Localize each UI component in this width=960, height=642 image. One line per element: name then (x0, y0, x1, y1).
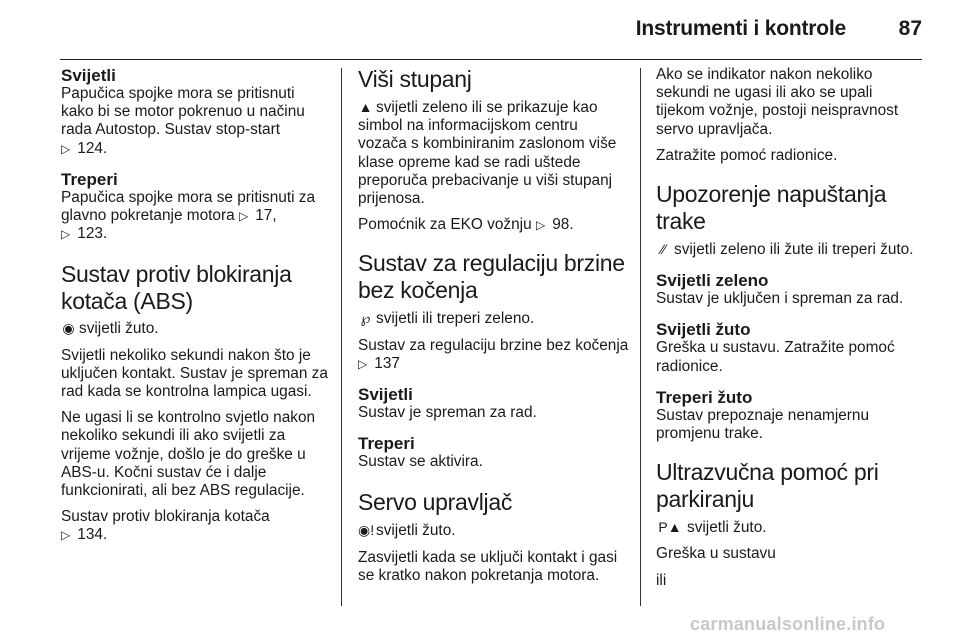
section-heading: Treperi (61, 169, 118, 189)
ref-arrow-icon: ▷ (358, 356, 368, 371)
column-3 (656, 66, 924, 590)
page-number: 87 (898, 17, 922, 40)
section-title: Sustav za regulaciju brzine bez kočenja (358, 250, 625, 304)
section-heading: Svijetli žuto (656, 320, 751, 340)
paragraph: ili (656, 571, 667, 589)
paragraph: Sustav za regulaciju brzine bez kočenja ▷ 137 (358, 336, 629, 372)
lane-departure-icon: ⁄⁄ (661, 241, 666, 258)
paragraph: Sustav se aktivira. (358, 453, 483, 471)
page-reference[interactable]: 17, (255, 207, 277, 225)
ref-arrow-icon: ▷ (61, 141, 71, 156)
paragraph: Svijetli nekoliko sekundi nakon što je uključen kontakt. Sustav je spreman za rad kada se kontrolna lampica ugasi. (61, 346, 328, 401)
paragraph: Zatražite pomoć radionice. (656, 146, 838, 164)
page-reference[interactable]: 134. (77, 526, 108, 544)
paragraph: ◉ svijetli žuto. (62, 320, 159, 338)
page-reference[interactable]: 137 (374, 354, 400, 372)
section-heading: Treperi (358, 434, 415, 454)
page-header-title: Instrumenti i kontrole (635, 17, 846, 40)
paragraph: Sustav prepoznaje nenamjernu promjenu trake. (656, 406, 870, 443)
paragraph: Ne ugasi li se kontrolno svjetlo nakon nekoliko sekundi ili ako svijetli za vrijeme vožnje, došlo je do greške u ABS-u. Kočni sustav će i dalje funkcionirati, ali bez ABS regulacije. (61, 409, 316, 500)
paragraph: Papučica spojke mora se pritisnuti kako bi se motor pokrenuo u načinu rada Autostop. Sustav stop-start ▷ 124. (61, 85, 305, 157)
paragraph: Sustav je uključen i spreman za rad. (656, 290, 904, 308)
section-heading: Treperi žuto (656, 387, 753, 407)
ref-arrow-icon: ▷ (61, 528, 71, 543)
watermark: carmanualsonline.info (690, 614, 886, 634)
paragraph: Greška u sustavu (656, 545, 776, 563)
section-title: Viši stupanj (358, 66, 472, 92)
paragraph: Ako se indikator nakon nekoliko sekundi ne ugasi ili ako se upali tijekom vožnje, postoji neispravnost servo upravljača. (656, 66, 899, 138)
paragraph: Pomoćnik za EKO vožnju ▷ 98. (358, 216, 574, 234)
paragraph: Papučica spojke mora se pritisnuti za glavno pokretanje motora ▷ 17, ▷ 123. (61, 188, 316, 243)
parking-assist-icon: P▲ (658, 519, 682, 536)
header-divider (60, 59, 922, 60)
paragraph: ◉! svijetli žuto. (358, 522, 456, 540)
paragraph: ⁄⁄ svijetli zeleno ili žute ili treperi žuto. (656, 240, 924, 259)
paragraph: ℘ svijetli ili treperi zeleno. (358, 309, 630, 328)
page-reference[interactable]: 124. (77, 139, 108, 157)
page-reference[interactable]: 123. (77, 225, 108, 243)
section-title: Servo upravljač (358, 489, 513, 516)
column-1 (61, 66, 329, 545)
ref-arrow-icon: ▷ (535, 218, 546, 233)
paragraph: ▲ svijetli zeleno ili se prikazuje kao simbol na informacijskom centru vozača s kombiniranim zaslonom više klase opreme kad se radi uštede preporuča prebacivanje u viši stupanj prijenosa. (358, 99, 617, 208)
column-divider (341, 68, 342, 606)
upshift-icon: ▲ (358, 99, 373, 115)
section-title: Upozorenje napuštanja trake (656, 181, 887, 235)
section-heading: Svijetli (61, 66, 116, 85)
paragraph: Zasvijetli kada se uključi kontakt i gasi se kratko nakon pokretanja motora. (358, 548, 618, 584)
paragraph: Sustav je spreman za rad. (358, 404, 537, 422)
page-reference[interactable]: 98. (552, 216, 574, 234)
section-heading: Svijetli (358, 385, 413, 405)
paragraph: Greška u sustavu. Zatražite pomoć radionice. (656, 339, 895, 375)
paragraph: Sustav protiv blokiranja kotača ▷ 134. (61, 508, 270, 544)
power-steering-icon: ◉! (358, 522, 375, 539)
column-2 (358, 66, 630, 585)
section-title: Ultrazvučna pomoć pri parkiranju (656, 459, 879, 513)
column-divider (640, 68, 641, 606)
ref-arrow-icon: ▷ (238, 209, 249, 224)
paragraph: P▲ svijetli žuto. (656, 518, 924, 537)
ref-arrow-icon: ▷ (61, 227, 71, 242)
section-heading: Svijetli zeleno (656, 271, 769, 291)
abs-icon: ◉ (62, 320, 75, 337)
speed-limiter-icon: ℘ (360, 310, 371, 327)
section-title: Sustav protiv blokiranja kotača (ABS) (61, 261, 292, 315)
